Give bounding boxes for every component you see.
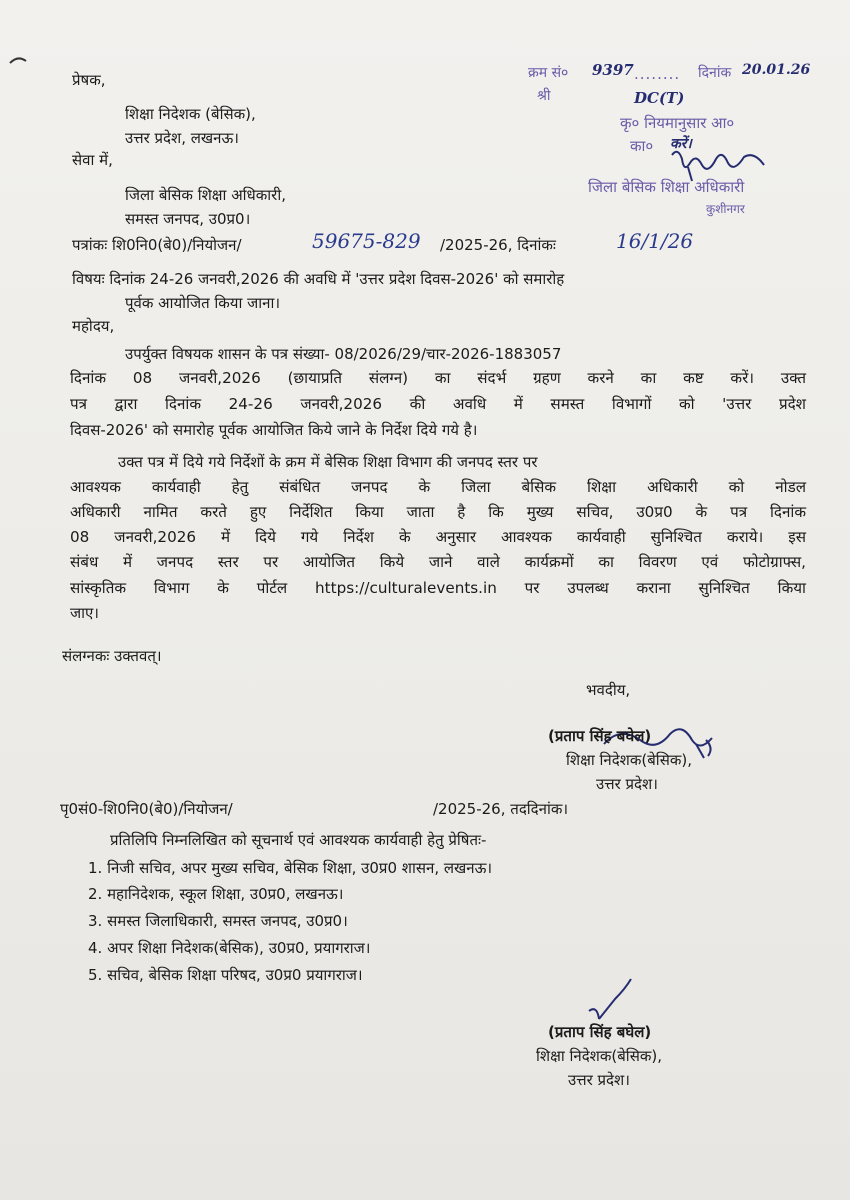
subject-line-2: पूर्वक आयोजित किया जाना। (125, 294, 281, 312)
signature-2 (585, 975, 645, 1025)
sender-designation: शिक्षा निदेशक (बेसिक), (125, 105, 256, 123)
list-item: 2. महानिदेशक, स्कूल शिक्षा, उ0प्र0, लखनऊ। (88, 885, 344, 903)
para2-line-2: आवश्यक कार्यवाही हेतु संबंधित जनपद के जिला बेसिक शिक्षा अधिकारी को नोडल (70, 478, 806, 496)
para1-line-3: पत्र द्वारा दिनांक 24-26 जनवरी,2026 की अवधि में समस्त विभागों को 'उत्तर प्रदेश (70, 395, 806, 413)
signatory1-designation: शिक्षा निदेशक(बेसिक), (566, 751, 692, 769)
para2-line-5: संबंध में जनपद स्तर पर आयोजित किये जाने वाले कार्यक्रमों का विवरण एवं फोटोग्राफ्स, (70, 553, 806, 571)
stamp-district: कुशीनगर (706, 202, 745, 216)
list-item: 3. समस्त जिलाधिकारी, समस्त जनपद, उ0प्र0। (88, 912, 348, 930)
endorsement-ref-suffix: /2025-26, तददिनांक। (433, 800, 569, 818)
signatory2-state: उत्तर प्रदेश। (568, 1071, 630, 1089)
stamp-shri-value: DC(T) (634, 89, 685, 107)
recipient-designation: जिला बेसिक शिक्षा अधिकारी, (125, 186, 286, 204)
letter-date-handwritten: 16/1/26 (616, 229, 694, 253)
stamp-karya-value: करें। (670, 136, 692, 152)
closing: भवदीय, (586, 681, 631, 699)
para2-line-6: सांस्कृतिक विभाग के पोर्टल https://culturalevents.in पर उपलब्ध कराना सुनिश्चित किया (70, 579, 806, 597)
sender-location: उत्तर प्रदेश, लखनऊ। (125, 129, 239, 147)
stamp-dinank-label: दिनांक (698, 65, 732, 81)
signatory2-name: (प्रताप सिंह बघेल) (548, 1023, 652, 1041)
list-item: 1. निजी सचिव, अपर मुख्य सचिव, बेसिक शिक्षा, उ0प्र0 शासन, लखनऊ। (88, 859, 493, 877)
salutation: महोदय, (72, 317, 115, 335)
para2-line-3: अधिकारी नामित करते हुए निर्देशित किया जाता है कि मुख्य सचिव, उ0प्र0 के पत्र दिनांक (70, 503, 806, 521)
stamp-karya-label: का० (630, 137, 654, 155)
subject-line-1: विषयः दिनांक 24-26 जनवरी,2026 की अवधि में 'उत्तर प्रदेश दिवस-2026' को समारोह (72, 270, 565, 288)
recipient-location: समस्त जनपद, उ0प्र0। (125, 210, 251, 228)
para1-line-4: दिवस-2026' को समारोह पूर्वक आयोजित किये जाने के निर्देश दिये गये है। (70, 421, 478, 439)
stamp-dots: ........ (634, 65, 681, 83)
letter-no-year: /2025-26, दिनांकः (440, 236, 556, 254)
endorsement-ref-prefix: पृ0सं0-शि0नि0(बे0)/नियोजन/ (60, 800, 233, 818)
stamp-shri-label: श्री (537, 88, 551, 104)
para1-line-1: उपर्युक्त विषयक शासन के पत्र संख्या- 08/2026/29/चार-2026-1883057 (125, 345, 562, 363)
para2-line-4: 08 जनवरी,2026 में दिये गये निर्देश के अनुसार आवश्यक कार्यवाही सुनिश्चित कराये। इस (70, 528, 806, 546)
para2-line-7: जाए। (70, 604, 99, 622)
enclosure: संलग्नकः उक्तवत्। (62, 647, 162, 665)
para2-line-1: उक्त पत्र में दिये गये निर्देशों के क्रम में बेसिक शिक्षा विभाग की जनपद स्तर पर (118, 453, 538, 471)
list-item: 4. अपर शिक्षा निदेशक(बेसिक), उ0प्र0, प्रयागराज। (88, 939, 371, 957)
signatory1-name: (प्रताप सिंह बघेल) (548, 727, 652, 745)
letter-no-prefix: पत्रांकः शि0नि0(बे0)/नियोजन/ (72, 236, 242, 254)
stamp-instruction: कृ० नियमानुसार आ० (620, 114, 735, 132)
signatory2-designation: शिक्षा निदेशक(बेसिक), (536, 1047, 662, 1065)
stamp-office: जिला बेसिक शिक्षा अधिकारी (588, 178, 745, 196)
signatory1-state: उत्तर प्रदेश। (596, 775, 658, 793)
stamp-kram-value: 9397 (592, 61, 634, 79)
endorsement-intro: प्रतिलिपि निम्नलिखित को सूचनार्थ एवं आवश्यक कार्यवाही हेतु प्रेषितः- (110, 831, 487, 849)
letter-no-handwritten: 59675-829 (312, 229, 421, 253)
sender-label: प्रेषक, (72, 71, 106, 89)
para1-line-2: दिनांक 08 जनवरी,2026 (छायाप्रति संलग्न) का संदर्भ ग्रहण करने का कष्ट करें। उक्त (70, 369, 806, 387)
corner-mark (8, 55, 28, 65)
to-label: सेवा में, (72, 151, 113, 169)
stamp-kram-label: क्रम सं० (528, 65, 569, 81)
list-item: 5. सचिव, बेसिक शिक्षा परिषद, उ0प्र0 प्रयागराज। (88, 966, 363, 984)
stamp-dinank-value: 20.01.26 (742, 62, 811, 78)
